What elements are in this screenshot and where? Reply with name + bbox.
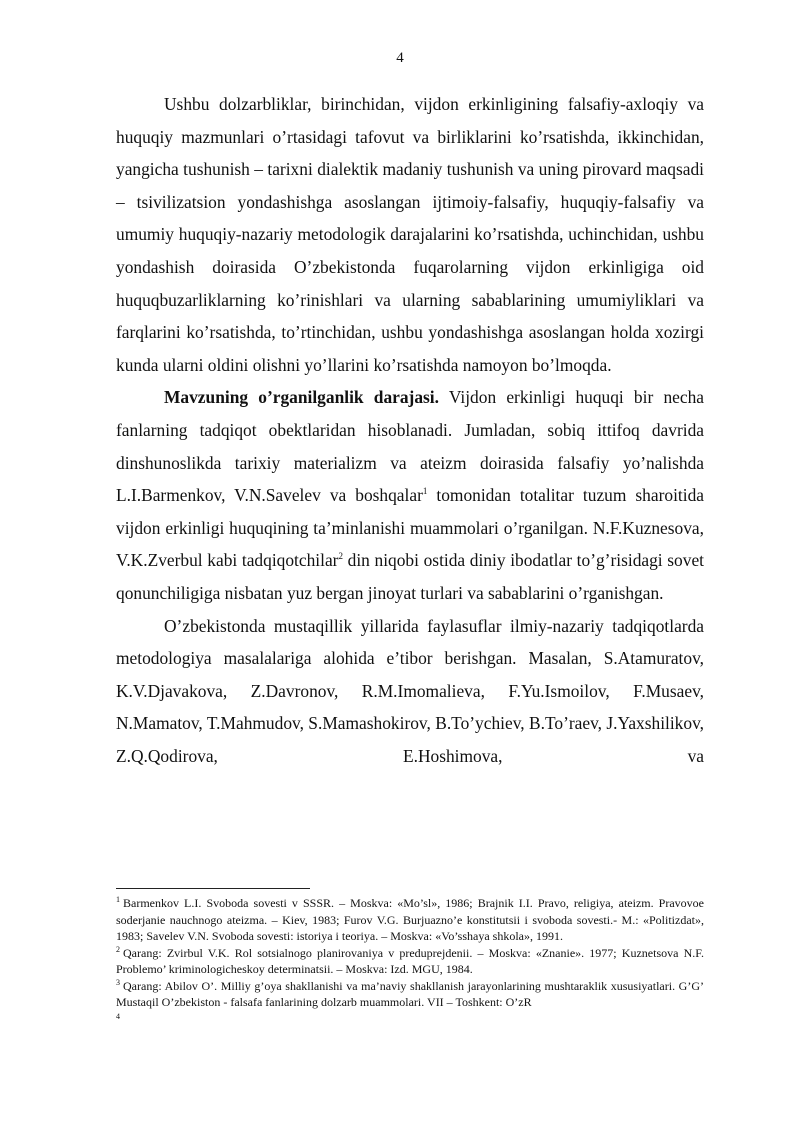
footnote-mark: 3: [116, 977, 120, 987]
footnote-text: Barmenkov L.I. Svoboda sovesti v SSSR. – Moskva: «Mo’sl», 1986; Brajnik I.I. Pravo, religiya, ateizm. Pravovoe soderjanie nauchnogo ateizma. – Kiev, 1983; Furov V.G. Burjuazno’e konstitutsii i svoboda sovesti.- M.: «Politizdat», 1983; Savelev V.N. Svoboda sovesti: istoriya i teoriya. – Moskva: «Vo’sshaya shkola», 1991.: [116, 896, 704, 943]
paragraph-relevance: Ushbu dolzarbliklar, birinchidan, vijdon erkinligining falsafiy-axloqiy va huquqiy mazmunlari o’rtasidagi tafovut va birliklarini ko’rsatishda, ikkinchidan, yangicha tushunish – tarixni dialektik madaniy tushunish va uning pirovard maqsadi – tsivilizatsion yondashishga asoslangan ijtimoiy-falsafiy, huquqiy-falsafiy va umumiy huquqiy-nazariy metodologik darajalarini ko’rsatishda, uchinchidan, ushbu yondashish doirasida O’zbekistonda fuqarolarning vijdon erkinligiga oid huquqbuzarliklarning ko’rinishlari va ularning sabablarining umumiyliklari va farqlarini ko’rsatishda, to’rtinchidan, ushbu yondashishga asoslangan holda xozirgi kunda ularni oldini olishni yo’llarini ko’rsatishda namoyon bo’lmoqda.: [116, 94, 704, 375]
footnote-ref-2[interactable]: 2: [338, 551, 343, 562]
paragraph-independence-years: O’zbekistonda mustaqillik yillarida faylasuflar ilmiy-nazariy tadqiqotlarda metodologiya masalalariga alohida e’tibor berishgan. Masalan, S.Atamuratov, K.V.Djavakova, Z.Davronov, R.M.Imomalieva, F.Yu.Ismoilov, F.Musaev, N.Mamatov, T.Mahmudov, S.Mamashokirov, B.To’ychiev, B.To’raev, J.Yaxshilikov, Z.Q.Qodirova, E.Hoshimova, va: [116, 615, 704, 766]
footnote-text: Qarang: Zvirbul V.K. Rol sotsialnogo planirovaniya v preduprejdenii. – Moskva: «Znanie». 1977; Kuznetsova N.F. Problemo’ kriminologicheskoy determinatsii. – Moskva: Izd. MGU, 1984.: [116, 945, 704, 976]
footnote-1: [116, 895, 704, 945]
footnote-ref-1[interactable]: 1: [422, 486, 428, 497]
footnotes: [116, 895, 704, 1021]
footnote-mark: 2: [116, 944, 120, 954]
footnote-3: [116, 978, 704, 1011]
body-text: [116, 88, 704, 772]
paragraph-text: din niqobi ostida diniy ibodatlar to’g’risidagi sovet qonunchiligiga nisbatan yuz bergan jinoyat turlari va sabablarini o’rganishgan.: [116, 550, 704, 603]
footnote-4: 4: [116, 1011, 120, 1021]
paragraph-text: Vijdon erkinligi huquqi bir necha fanlarning tadqiqot obektlaridan hisoblanadi. Jumladan, sobiq ittifoq davrida dinshunoslikda tarixiy materializm va ateizm doirasida falsafiy yo’nalishda L.I.Barmenkov, V.N.Savelev va boshqalar: [116, 387, 704, 506]
footnote-text: Qarang: Abilov O’. Milliy g’oya shakllanishi va ma’naviy shakllanish jarayonlarining mushtaraklik xususiyatlari. G’G’ Mustaqil O’zbekiston - falsafa fanlarining dolzarb muammolari. VII – Toshkent: O’zR: [116, 978, 704, 1009]
page-number: 4: [396, 50, 404, 66]
footnote-separator: [116, 888, 310, 889]
paragraph-text: tomonidan totalitar tuzum sharoitida vijdon erkinligi huquqining ta’minlanishi muammolari o’rganilgan. N.F.Kuznesova, V.K.Zverbul kabi tadqiqotchilar: [116, 485, 704, 571]
footnote-mark: 1: [116, 895, 120, 904]
footnote-2: [116, 945, 704, 978]
paragraph-study-degree: [116, 381, 704, 609]
section-heading: Mavzuning o’rganilganlik darajasi.: [164, 387, 439, 408]
